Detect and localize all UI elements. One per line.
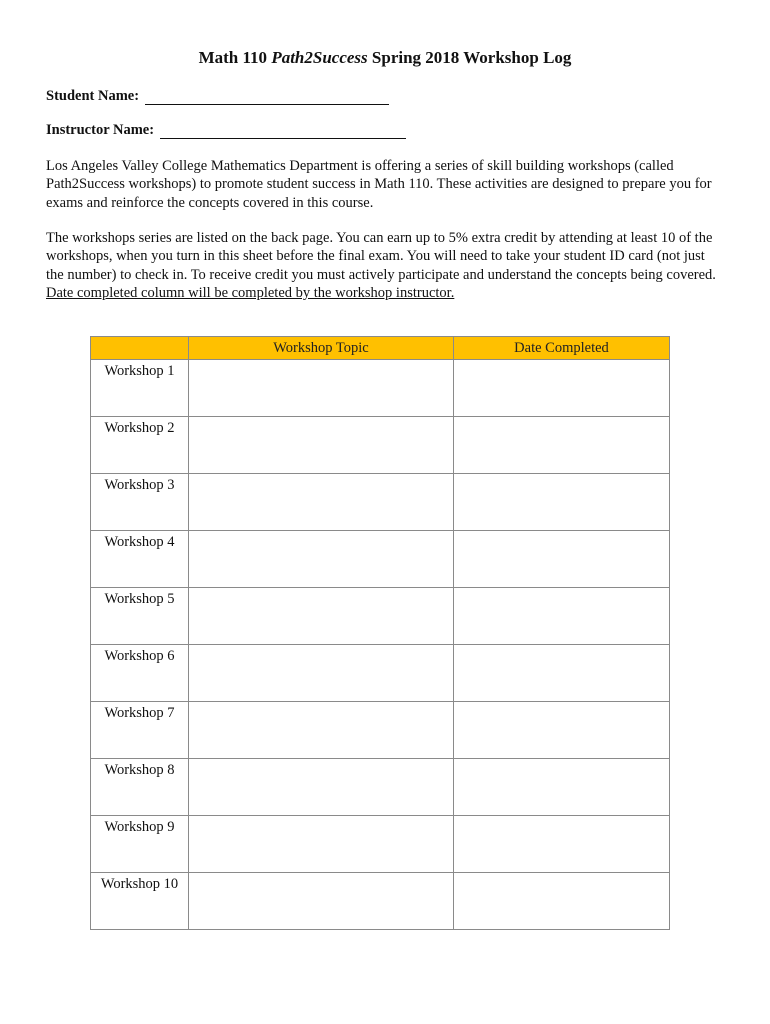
table-row	[91, 873, 670, 930]
instructions-text: The workshops series are listed on the back page. You can earn up to 5% extra credit by attending at least 10 of the workshops, when you turn in this sheet before the final exam. You will need to take your student ID card (not just the number) to check in. To receive credit you must actively participate and understand the concepts being covered.	[46, 230, 716, 283]
intro-paragraph: Los Angeles Valley College Mathematics Department is offering a series of skill building workshops (called Path2Success workshops) to promote student success in Math 110. These activities are designed to prepare you for exams and reinforce the concepts covered in this course.	[46, 158, 712, 211]
workshop-topic-cell[interactable]	[189, 588, 454, 645]
instructor-name-blank[interactable]	[160, 124, 406, 139]
table-row	[91, 759, 670, 816]
workshop-label-cell: Workshop 2	[91, 417, 189, 474]
student-name-field	[46, 88, 389, 105]
workshop-topic-cell[interactable]	[189, 759, 454, 816]
table-row	[91, 702, 670, 759]
workshop-topic-cell[interactable]	[189, 417, 454, 474]
table-row	[91, 816, 670, 873]
date-completed-cell[interactable]	[454, 531, 670, 588]
table-row	[91, 360, 670, 417]
header-date-completed: Date Completed	[454, 337, 670, 360]
header-workshop-number	[91, 337, 189, 360]
workshop-label-cell: Workshop 6	[91, 645, 189, 702]
table-header-row	[91, 337, 670, 360]
date-completed-cell[interactable]	[454, 360, 670, 417]
workshop-log-table	[90, 336, 670, 930]
workshop-topic-cell[interactable]	[189, 531, 454, 588]
workshop-topic-cell[interactable]	[189, 474, 454, 531]
header-workshop-topic: Workshop Topic	[189, 337, 454, 360]
workshop-topic-cell[interactable]	[189, 816, 454, 873]
title-suffix: Spring 2018 Workshop Log	[367, 48, 572, 67]
workshop-label-cell: Workshop 1	[91, 360, 189, 417]
workshop-label-cell: Workshop 3	[91, 474, 189, 531]
instructions-underlined-note: Date completed column will be completed by the workshop instructor.	[46, 284, 455, 301]
date-completed-cell[interactable]	[454, 588, 670, 645]
date-completed-cell[interactable]	[454, 417, 670, 474]
workshop-topic-cell[interactable]	[189, 702, 454, 759]
student-name-label: Student Name:	[46, 88, 140, 104]
table-row	[91, 645, 670, 702]
workshop-label-cell: Workshop 10	[91, 873, 189, 930]
date-completed-cell[interactable]	[454, 474, 670, 531]
workshop-label-cell: Workshop 4	[91, 531, 189, 588]
date-completed-cell[interactable]	[454, 816, 670, 873]
table-row	[91, 588, 670, 645]
student-name-blank[interactable]	[145, 90, 389, 105]
workshop-topic-cell[interactable]	[189, 360, 454, 417]
table-row	[91, 417, 670, 474]
date-completed-cell[interactable]	[454, 759, 670, 816]
workshop-topic-cell[interactable]	[189, 873, 454, 930]
table-row	[91, 531, 670, 588]
workshop-label-cell: Workshop 8	[91, 759, 189, 816]
title-prefix: Math 110	[198, 48, 272, 67]
instructor-name-label: Instructor Name:	[46, 122, 155, 138]
date-completed-cell[interactable]	[454, 645, 670, 702]
table-body	[91, 360, 670, 930]
workshop-label-cell: Workshop 5	[91, 588, 189, 645]
workshop-label-cell: Workshop 9	[91, 816, 189, 873]
instructions-paragraph	[46, 229, 726, 302]
date-completed-cell[interactable]	[454, 702, 670, 759]
title-program-name: Path2Success	[271, 48, 368, 67]
date-completed-cell[interactable]	[454, 873, 670, 930]
workshop-label-cell: Workshop 7	[91, 702, 189, 759]
instructor-name-field	[46, 122, 406, 139]
table-row	[91, 474, 670, 531]
workshop-topic-cell[interactable]	[189, 645, 454, 702]
page-title	[0, 48, 770, 68]
